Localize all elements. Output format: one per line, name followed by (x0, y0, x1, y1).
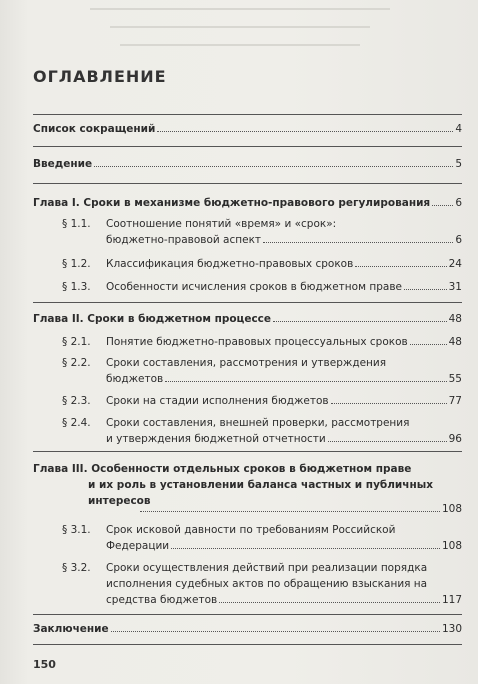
toc-page-number: 77 (448, 395, 462, 407)
toc-entry-introduction[interactable] (33, 156, 462, 172)
toc-page-number: 48 (448, 313, 462, 325)
toc-page-number: 48 (448, 336, 462, 348)
toc-entry-text: бюджетно-правовой аспект (106, 234, 262, 246)
toc-entry-text: Сроки на стадии исполнения бюджетов (106, 395, 329, 407)
dot-leader (273, 321, 447, 322)
toc-entry-text: Понятие бюджетно-правовых процессуальных сроков (106, 336, 408, 348)
section-number: § 3.1. (62, 524, 91, 536)
toc-entry-section-1-1[interactable] (62, 216, 462, 248)
toc-entry-text: Особенности исчисления сроков в бюджетном праве (106, 281, 402, 293)
toc-entry-section-2-1[interactable] (62, 334, 462, 350)
toc-entry-line: Соотношение понятий «время» и «срок»: (106, 218, 337, 230)
section-number: § 2.2. (62, 357, 91, 369)
section-rule (33, 302, 462, 303)
bottom-rule (33, 644, 462, 645)
toc-entry-text: и утверждения бюджетной отчетности (106, 433, 326, 445)
dot-leader (111, 631, 440, 632)
toc-entry-chapter-2[interactable] (33, 311, 462, 327)
toc-page-number: 31 (448, 281, 462, 293)
toc-page-number: 55 (448, 373, 462, 385)
section-number: § 1.3. (62, 281, 91, 293)
toc-entry-text: Список сокращений (33, 123, 156, 135)
toc-entry-line: интересов (88, 495, 151, 507)
dot-leader (94, 166, 453, 167)
toc-page-number: 117 (441, 594, 462, 606)
toc-page-number: 24 (448, 258, 462, 270)
dot-leader (355, 266, 446, 267)
dot-leader (328, 441, 447, 442)
toc-entry-chapter-3-leader (88, 493, 462, 517)
bleed-through-line (90, 8, 390, 10)
toc-entry-text: Глава II. Сроки в бюджетном процессе (33, 313, 272, 325)
section-rule (33, 614, 462, 615)
toc-entry-text: Введение (33, 158, 93, 170)
toc-entry-line: и их роль в установлении баланса частных и публичных (88, 479, 434, 491)
dot-leader (171, 548, 440, 549)
toc-page-number: 108 (441, 540, 462, 552)
toc-page-number: 108 (441, 503, 462, 515)
dot-leader (432, 205, 453, 206)
section-rule (33, 146, 462, 147)
dot-leader (331, 403, 447, 404)
dot-leader (263, 242, 453, 243)
toc-entry-chapter-1[interactable] (33, 195, 462, 211)
toc-page-number: 4 (455, 123, 462, 135)
section-number: § 3.2. (62, 562, 91, 574)
toc-title: ОГЛАВЛЕНИЕ (33, 67, 167, 86)
section-number: § 2.3. (62, 395, 91, 407)
section-number: § 1.1. (62, 218, 91, 230)
page-folio: 150 (33, 658, 56, 671)
toc-entry-section-3-1[interactable] (62, 522, 462, 554)
dot-leader (157, 131, 453, 132)
toc-entry-text: Заключение (33, 623, 109, 635)
section-rule (33, 183, 462, 184)
toc-entry-section-2-2[interactable] (62, 355, 462, 387)
toc-entry-text: бюджетов (106, 373, 164, 385)
toc-entry-section-1-3[interactable] (62, 279, 462, 295)
toc-page-number: 6 (455, 197, 462, 209)
toc-entry-line: исполнения судебных актов по обращению взыскания на (106, 578, 428, 590)
toc-entry-text: Федерации (106, 540, 170, 552)
dot-leader (140, 511, 440, 512)
section-number: § 1.2. (62, 258, 91, 270)
dot-leader (404, 289, 447, 290)
toc-page-number: 96 (448, 433, 462, 445)
toc-entry-section-3-2[interactable] (62, 560, 462, 608)
toc-entry-section-1-2[interactable] (62, 256, 462, 272)
toc-entry-line: Сроки составления, рассмотрения и утверждения (106, 357, 387, 369)
section-rule (33, 451, 462, 452)
dot-leader (219, 602, 440, 603)
dot-leader (410, 344, 447, 345)
toc-entry-line: Глава III. Особенности отдельных сроков в бюджетном праве (33, 463, 412, 475)
toc-entry-text: Классификация бюджетно-правовых сроков (106, 258, 354, 270)
toc-entry-abbreviations[interactable] (33, 121, 462, 137)
toc-entry-section-2-3[interactable] (62, 393, 462, 409)
toc-entry-text: средства бюджетов (106, 594, 218, 606)
toc-entry-line: Сроки осуществления действий при реализации порядка (106, 562, 428, 574)
toc-entry-text: Глава I. Сроки в механизме бюджетно-правового регулирования (33, 197, 431, 209)
bleed-through-line (110, 26, 370, 28)
toc-page-number: 6 (455, 234, 462, 246)
top-rule (33, 114, 462, 115)
toc-page-number: 130 (441, 623, 462, 635)
dot-leader (165, 381, 446, 382)
toc-entry-conclusion[interactable] (33, 621, 462, 637)
bleed-through-line (120, 44, 360, 46)
toc-entry-line: Сроки составления, внешней проверки, рассмотрения (106, 417, 410, 429)
toc-entry-line: Срок исковой давности по требованиям Российской (106, 524, 396, 536)
toc-entry-section-2-4[interactable] (62, 415, 462, 447)
section-number: § 2.1. (62, 336, 91, 348)
toc-page-number: 5 (455, 158, 462, 170)
section-number: § 2.4. (62, 417, 91, 429)
